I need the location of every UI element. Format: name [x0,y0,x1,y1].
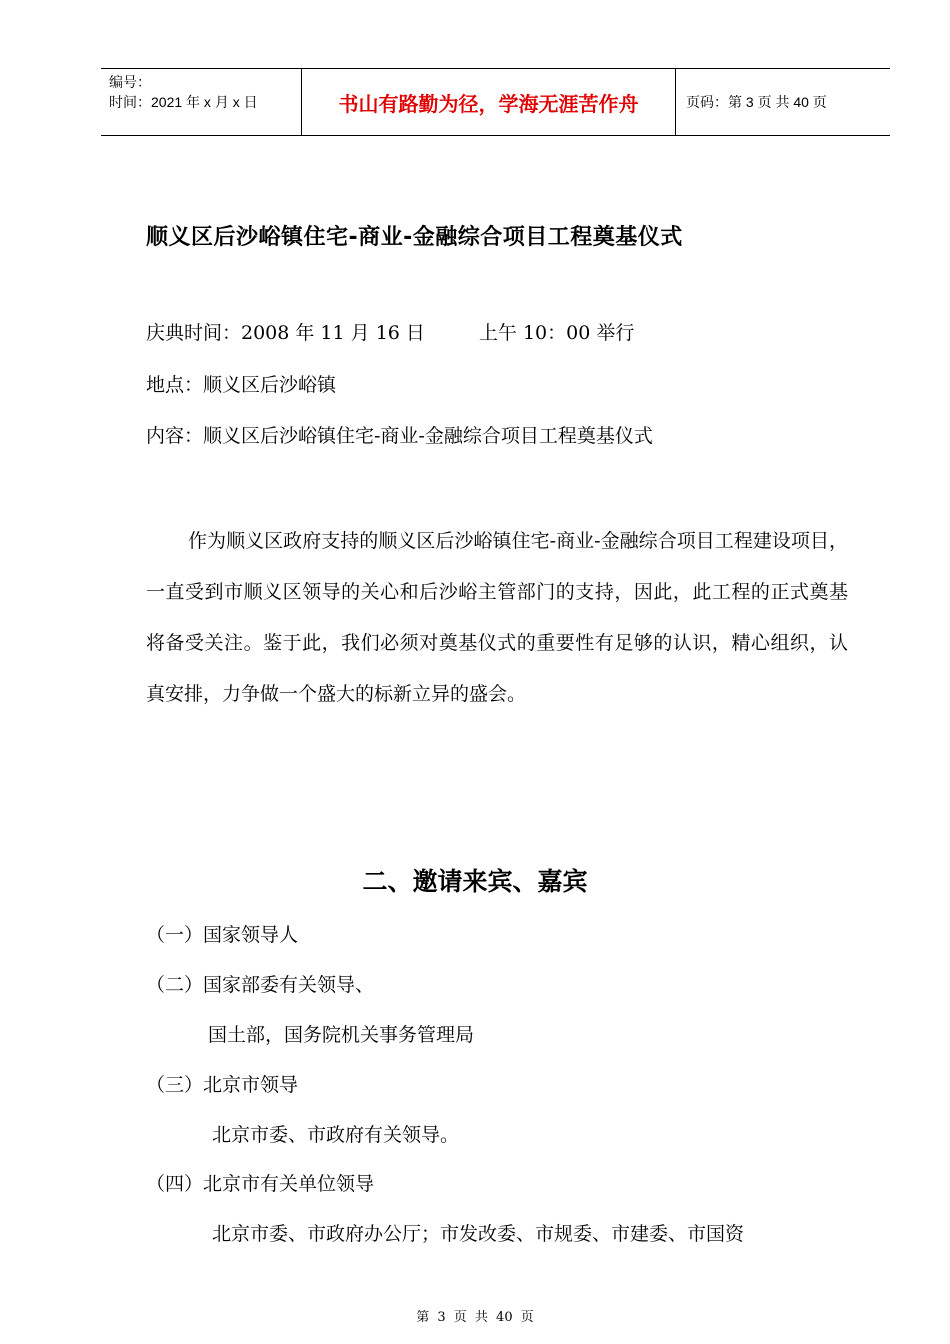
intro-paragraph: 作为顺义区政府支持的顺义区后沙峪镇住宅-商业-金融综合项目工程建设项目，一直受到市顺义区领导的关心和后沙峪主管部门的支持，因此，此工程的正式奠基将备受关注。鉴于此，我们必须对奠基仪式的重要性有足够的认识，精心组织，认真安排，力争做一个盛大的标新立异的盛会。 [146,530,848,705]
page-header [101,68,890,136]
header-time-label: 时间：2021 年 x 月 x 日 [109,94,258,110]
guest-item: 北京市委、市政府有关领导。 [212,1124,460,1146]
ceremony-date-line [146,318,634,345]
guest-item: 国土部，国务院机关事务管理局 [208,1024,475,1046]
header-motto: 书山有路勤为径，学海无涯苦作舟 [301,69,676,135]
ceremony-location: 地点：顺义区后沙峪镇 [146,374,337,396]
header-page-info: 页码：第 3 页 共 40 页 [686,94,827,110]
ceremony-date: 庆典时间：2008 年 11 月 16 日 [146,322,425,344]
section-title: 二、邀请来宾、嘉宾 [362,867,588,896]
document-title: 顺义区后沙峪镇住宅-商业-金融综合项目工程奠基仪式 [146,225,683,250]
page-footer: 第 3 页 共 40 页 [416,1310,534,1325]
header-number-label: 编号： [109,74,151,90]
header-meta [101,69,301,135]
ceremony-content: 内容：顺义区后沙峪镇住宅-商业-金融综合项目工程奠基仪式 [146,425,653,447]
guest-item: 北京市委、市政府办公厅；市发改委、市规委、市建委、市国资 [212,1223,745,1245]
ceremony-time: 上午 10：00 举行 [478,322,635,344]
guest-item: （三）北京市领导 [146,1074,299,1096]
guest-item: （四）北京市有关单位领导 [146,1173,375,1195]
guest-item: （一）国家领导人 [146,924,299,946]
guest-item: （二）国家部委有关领导、 [146,974,375,996]
